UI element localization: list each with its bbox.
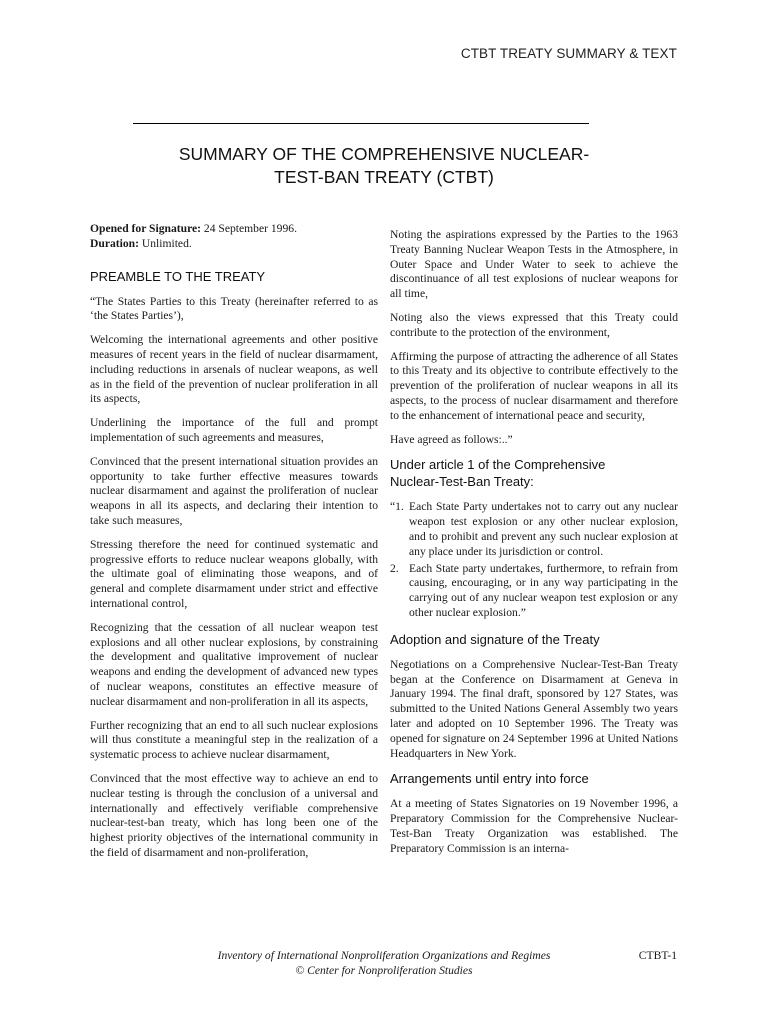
adoption-text: Negotiations on a Comprehensive Nuclear-Test-Ban Treaty began at the Conference on Disarmament at Geneva in January 1994. The final draft, sponsored by 127 States, was submitted to the United Nations General Assembly two years later and adopted on 10 September 1996. The Treaty was opened for signature on 24 September 1996 at United Nations Headquarters in New York. (390, 657, 678, 760)
arrangements-heading: Arrangements until entry into force (390, 771, 589, 787)
duration-value: Unlimited. (138, 236, 192, 250)
adoption-heading: Adoption and signature of the Treaty (390, 631, 600, 647)
footer-line-1: Inventory of International Nonproliferation Organizations and Regimes (217, 949, 551, 962)
preamble-paragraph: Noting also the views expressed that this Treaty could contribute to the protection of the environment, (390, 310, 678, 339)
preamble-paragraph: “The States Parties to this Treaty (hereinafter referred to as ‘the States Parties’), (90, 294, 378, 323)
preamble-paragraph: Stressing therefore the need for continued systematic and progressive efforts to reduce nuclear weapons globally, with the ultimate goal of eliminating those weapons, and of general and complete disarmament under strict and effective international control, (90, 537, 378, 610)
preamble-paragraph: Recognizing that the cessation of all nuclear weapon test explosions and all other nuclear explosions, by constraining the development and qualitative improvement of nuclear weapons and ending the development of advanced new types of nuclear weapons, constitutes an effective measure of nuclear disarmament and non-proliferation in all its aspects, (90, 620, 378, 708)
preamble-paragraph: Convinced that the most effective way to achieve an end to nuclear testing is through the conclusion of a universal and internationally and effectively verifiable comprehensive nuclear-test-ban treaty, which has long been one of the highest priority objectives of the international community in the field of disarmament and non-proliferation, (90, 771, 378, 859)
item-text: Each State Party undertakes not to carry out any nuclear weapon test explosion or any other nuclear explosion, and to prohibit and prevent any such nuclear explosion at any place under its jurisdiction or control. (409, 500, 678, 558)
running-header: CTBT TREATY SUMMARY & TEXT (460, 46, 677, 61)
opened-label: Opened for Signature: (90, 222, 202, 235)
preamble-paragraph: Have agreed as follows:..” (390, 432, 513, 446)
opened-value: 24 September 1996. (201, 222, 297, 235)
preamble-paragraph: Further recognizing that an end to all such nuclear explosions will thus constitute a meaningful step in the realization of a systematic process to achieve nuclear disarmament, (90, 718, 378, 762)
title-line-2: TEST-BAN TREATY (CTBT) (274, 167, 494, 187)
duration-label: Duration: (90, 236, 139, 250)
footer-line-2: © Center for Nonproliferation Studies (295, 964, 473, 977)
preamble-paragraph: Affirming the purpose of attracting the adherence of all States to this Treaty and its objective to contribute effectively to the prevention of the proliferation of nuclear weapons in all its aspects, to the process of nuclear disarmament and therefore to the enhancement of international peace and security, (390, 349, 678, 422)
treaty-meta (90, 222, 378, 252)
article1-heading-line-2: Nuclear-Test-Ban Treaty: (390, 474, 534, 490)
right-column (390, 228, 678, 866)
left-column (90, 222, 378, 870)
item-number: “1. (390, 500, 404, 514)
preamble-paragraph: Underlining the importance of the full and prompt implementation of such agreements and measures, (90, 416, 378, 444)
preamble-paragraph: Convinced that the present international situation provides an opportunity to take further effective measures towards nuclear disarmament and against the proliferation of nuclear weapons in all its aspects, and declaring their intention to take such measures, (90, 454, 378, 527)
article1-list (390, 500, 678, 620)
article1-heading-line-1: Under article 1 of the Comprehensive (390, 457, 606, 473)
title-rule (133, 123, 589, 124)
title-line-1: SUMMARY OF THE COMPREHENSIVE NUCLEAR- (178, 144, 590, 164)
item-text: Each State party undertakes, furthermore, to refrain from causing, encouraging, or in any way participating in the carrying out of any nuclear weapon test explosion or any other nuclear explosion.” (409, 561, 678, 619)
preamble-paragraph: Welcoming the international agreements and other positive measures of recent years in the field of nuclear disarmament, including reductions in arsenals of nuclear weapons, as well as in the field of the prevention of nuclear proliferation in all its aspects, (90, 333, 378, 406)
page-footer (90, 948, 678, 978)
preamble-heading: PREAMBLE TO THE TREATY (90, 268, 266, 284)
item-number: 2. (390, 561, 399, 575)
article1-heading (390, 456, 678, 490)
page-number: CTBT-1 (638, 949, 677, 962)
list-item (390, 500, 678, 559)
list-item (390, 562, 678, 621)
page-title (90, 143, 678, 189)
arrangements-text: At a meeting of States Signatories on 19 November 1996, a Preparatory Commission for the Comprehensive Nuclear-Test-Ban Treaty Organization was established. The Preparatory Commission is an interna- (390, 797, 678, 855)
preamble-paragraph: Noting the aspirations expressed by the Parties to the 1963 Treaty Banning Nuclear Weapon Tests in the Atmosphere, in Outer Space and Under Water to seek to achieve the discontinuance of all test explosions of nuclear weapons for all time, (390, 228, 678, 301)
